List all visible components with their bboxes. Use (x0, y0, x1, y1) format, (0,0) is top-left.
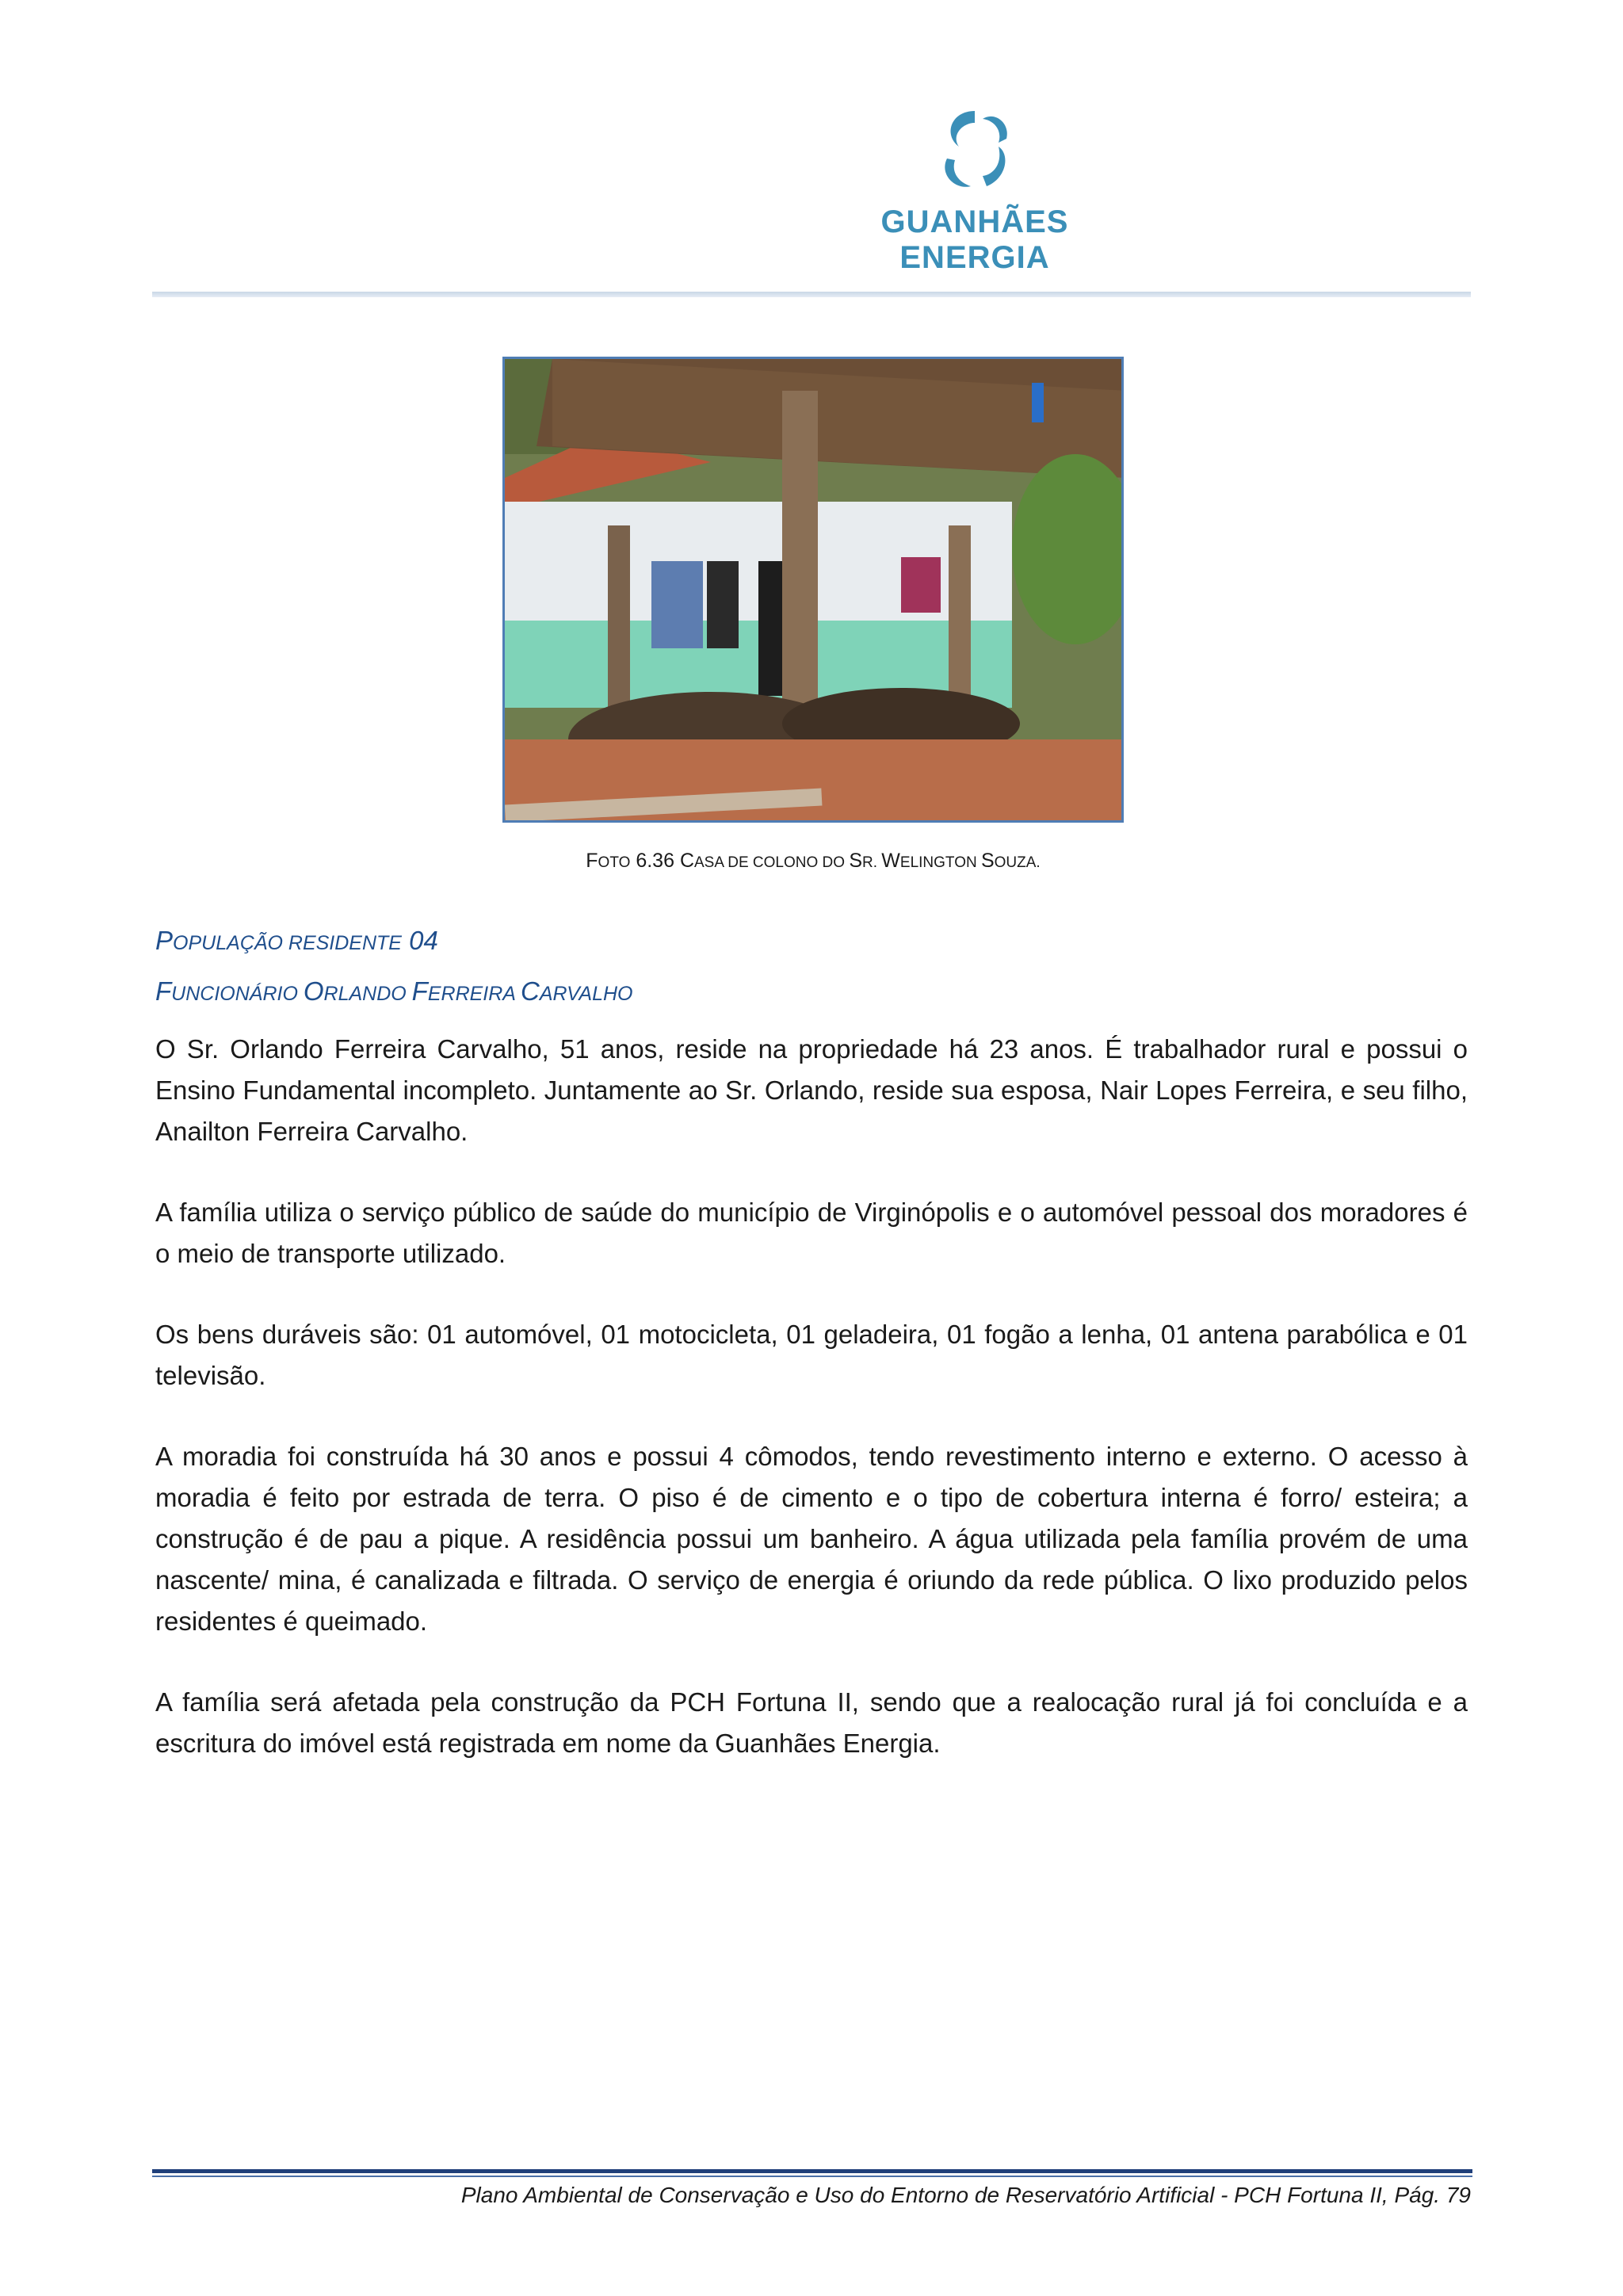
heading-text: O (303, 976, 324, 1006)
section-heading (155, 926, 438, 956)
photo-caption (502, 850, 1124, 873)
heading-text: F (155, 976, 172, 1006)
footer-divider (152, 2169, 1472, 2173)
caption-text: S (849, 850, 863, 872)
heading-text: ARVALHO (539, 983, 633, 1005)
caption-text: OTO (598, 854, 631, 871)
caption-text: F (586, 850, 598, 872)
caption-text: S (980, 850, 995, 872)
subsection-heading (155, 976, 633, 1007)
header-divider (152, 292, 1471, 297)
caption-text: W (881, 850, 900, 872)
heading-text: P (155, 926, 174, 955)
paragraph: A família utiliza o serviço público de saúde do município de Virginópolis e o automóvel pessoal dos moradores é o meio de transporte utilizado. (155, 1198, 1468, 1268)
paragraph: A família será afetada pela construção da PCH Fortuna II, sendo que a realocação rural já foi concluída e a escritura do imóvel está registrada em nome da Guanhães Energia. (155, 1687, 1468, 1758)
logo-text: GUANHÃES ENERGIA (880, 204, 1069, 275)
house-photo-illustration (505, 359, 1124, 823)
caption-text: ASA DE COLONO DO (694, 854, 850, 871)
heading-text: RLANDO (323, 983, 412, 1005)
paragraph: O Sr. Orlando Ferreira Carvalho, 51 anos, reside na propriedade há 23 anos. É trabalhador rural e possui o Ensino Fundamental incompleto. Juntamente ao Sr. Orlando, reside sua esposa, Nair Lopes Ferreira, e seu filho, Anailton Ferreira Carvalho. (155, 1034, 1468, 1146)
heading-text: OPULAÇÃO RESIDENTE (173, 932, 402, 954)
logo-icon (927, 103, 1022, 198)
heading-text: ERREIRA (427, 983, 521, 1005)
caption-text: R. (862, 854, 882, 871)
caption-text: ELINGTON (899, 854, 981, 871)
footer-divider (152, 2176, 1472, 2177)
company-logo (816, 103, 1133, 275)
caption-text: 6.36 (630, 850, 680, 872)
heading-text: C (521, 976, 540, 1006)
heading-text: 04 (401, 926, 438, 955)
paragraph: Os bens duráveis são: 01 automóvel, 01 motocicleta, 01 geladeira, 01 fogão a lenha, 01 antena parabólica e 01 televisão. (155, 1320, 1468, 1390)
heading-text: F (411, 976, 428, 1006)
caption-text: OUZA. (994, 854, 1041, 871)
heading-text: UNCIONÁRIO (171, 983, 304, 1005)
caption-text: C (679, 850, 694, 872)
house-photo (502, 357, 1124, 823)
page-footer: Plano Ambiental de Conservação e Uso do Entorno de Reservatório Artificial - PCH Fortuna II, Pág. 79 (460, 2183, 1471, 2207)
paragraph: A moradia foi construída há 30 anos e possui 4 cômodos, tendo revestimento interno e externo. O acesso à moradia é feito por estrada de terra. O piso é de cimento e o tipo de cobertura interna é forro/ esteira; a construção é de pau a pique. A residência possui um banheiro. A água utilizada pela família provém de uma nascente/ mina, é canalizada e filtrada. O serviço de energia é oriundo da rede pública. O lixo produzido pelos residentes é queimado. (155, 1442, 1468, 1636)
